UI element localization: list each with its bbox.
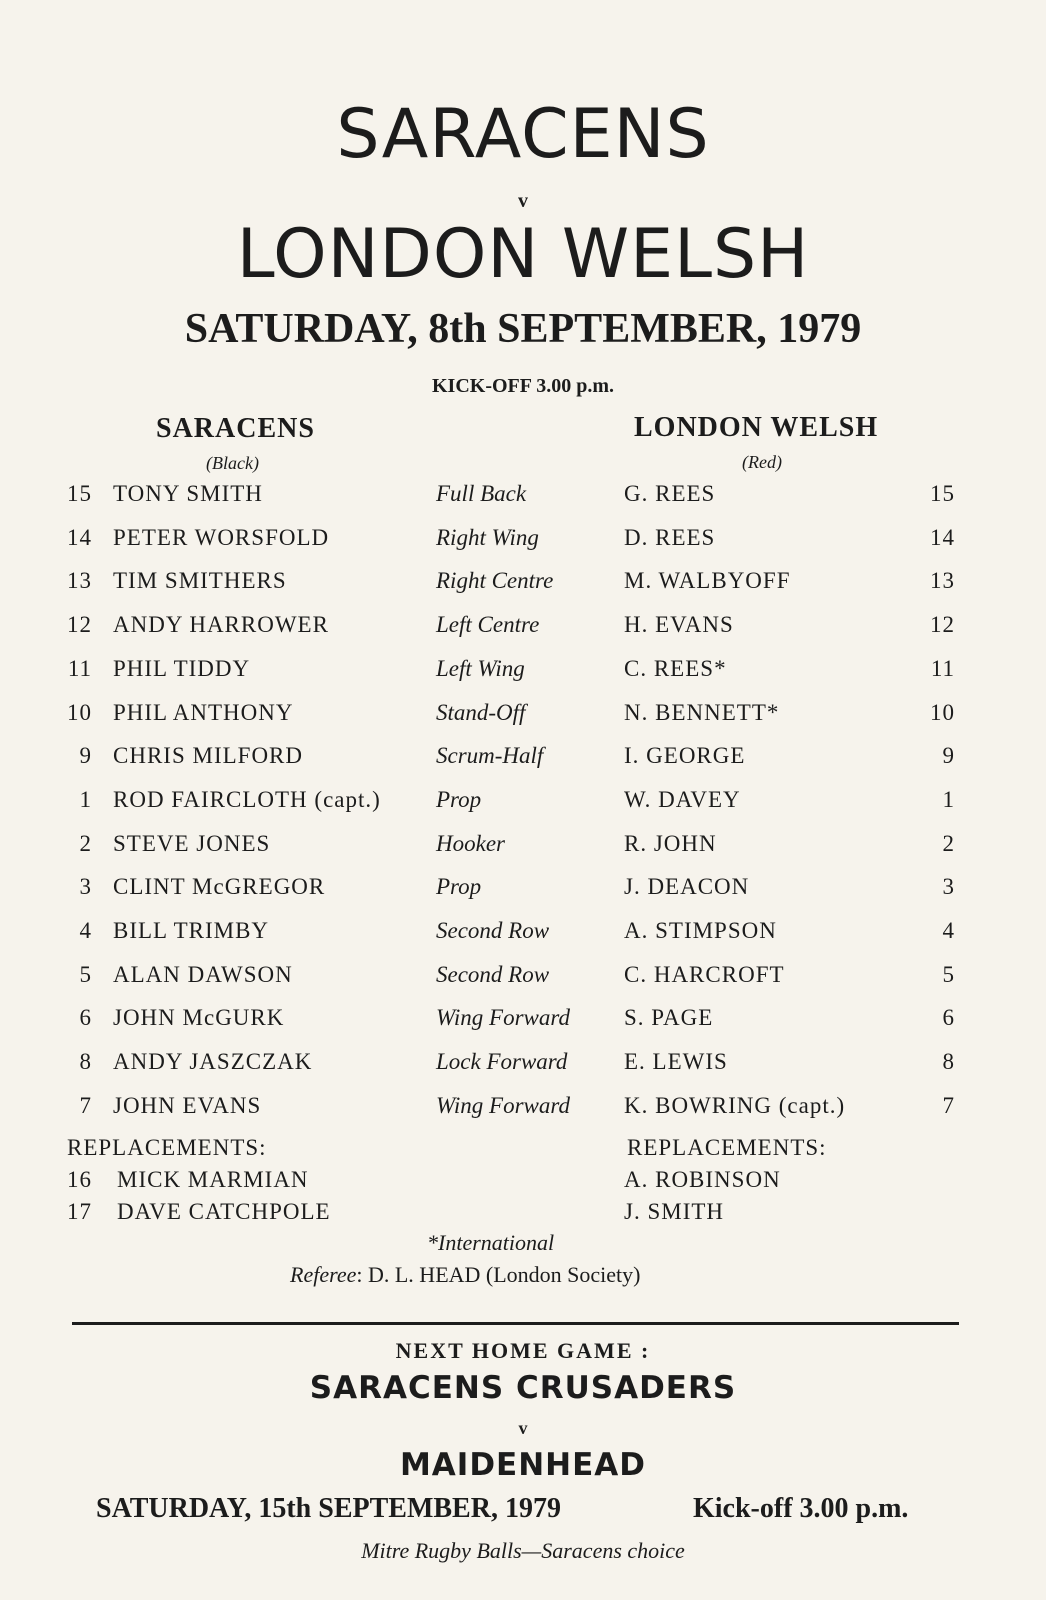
home-player-number: 4 [79, 918, 92, 943]
lineup-row [0, 525, 1046, 565]
away-player-number: 3 [942, 874, 955, 899]
position-label: Stand-Off [436, 700, 526, 725]
versus-label: v [518, 190, 528, 212]
away-player-name: M. WALBYOFF [624, 568, 791, 593]
home-player-name: STEVE JONES [113, 831, 271, 856]
away-team-colour: (Red) [742, 452, 782, 472]
referee-name: D. L. HEAD (London Society) [367, 1262, 641, 1287]
lineup-row [0, 612, 1046, 652]
home-player-name: BILL TRIMBY [113, 918, 270, 943]
position-label: Wing Forward [436, 1093, 570, 1118]
home-player-number: 14 [67, 525, 92, 550]
home-player-number: 6 [79, 1005, 92, 1030]
next-game-kickoff: Kick-off 3.00 p.m. [693, 1493, 909, 1524]
home-player-name: TONY SMITH [113, 481, 263, 506]
away-player-number: 10 [930, 700, 955, 725]
away-player-number: 4 [942, 918, 955, 943]
home-replacement-name: DAVE CATCHPOLE [117, 1199, 331, 1224]
home-team-heading: SARACENS [156, 413, 315, 444]
home-player-name: ROD FAIRCLOTH (capt.) [113, 787, 381, 812]
lineup-row [0, 1093, 1046, 1133]
lineup-row [0, 700, 1046, 740]
away-player-name: I. GEORGE [624, 743, 746, 768]
lineup-row [0, 874, 1046, 914]
home-player-name: JOHN McGURK [113, 1005, 285, 1030]
lineup-row [0, 656, 1046, 696]
position-label: Right Centre [436, 568, 554, 593]
position-label: Scrum-Half [436, 743, 544, 768]
position-label: Left Wing [436, 656, 525, 681]
lineup-row [0, 568, 1046, 608]
home-team-title: SARACENS [336, 95, 710, 174]
away-player-name: C. REES* [624, 656, 727, 681]
home-replacement-name: MICK MARMIAN [117, 1167, 309, 1192]
next-game-versus: v [518, 1418, 528, 1438]
home-player-name: ANDY JASZCZAK [113, 1049, 313, 1074]
position-label: Prop [436, 874, 482, 899]
away-player-name: H. EVANS [624, 612, 734, 637]
footer-note: Mitre Rugby Balls—Saracens choice [361, 1538, 685, 1563]
home-player-number: 15 [67, 481, 92, 506]
home-player-number: 3 [79, 874, 92, 899]
home-player-number: 1 [79, 787, 92, 812]
next-game-away-team: MAIDENHEAD [399, 1447, 647, 1483]
lineup-row [0, 1005, 1046, 1045]
away-player-name: K. BOWRING (capt.) [624, 1093, 846, 1118]
home-player-number: 8 [79, 1049, 92, 1074]
home-player-number: 9 [79, 743, 92, 768]
home-player-number: 13 [67, 568, 92, 593]
next-game-home-team: SARACENS CRUSADERS [309, 1370, 737, 1406]
match-date: SATURDAY, 8th SEPTEMBER, 1979 [184, 306, 862, 352]
position-label: Wing Forward [436, 1005, 570, 1030]
position-label: Full Back [436, 481, 527, 506]
away-player-name: R. JOHN [624, 831, 717, 856]
away-player-name: J. DEACON [624, 874, 750, 899]
away-player-name: A. STIMPSON [624, 918, 777, 943]
section-divider [72, 1322, 959, 1325]
away-player-number: 14 [930, 525, 955, 550]
home-player-name: PHIL ANTHONY [113, 700, 294, 725]
home-player-number: 12 [67, 612, 92, 637]
lineup-row [0, 918, 1046, 958]
international-note: *International [427, 1230, 555, 1255]
home-player-name: CHRIS MILFORD [113, 743, 304, 768]
next-game-date: SATURDAY, 15th SEPTEMBER, 1979 [96, 1493, 561, 1524]
away-team-heading: LONDON WELSH [634, 412, 879, 443]
lineup-row [0, 743, 1046, 783]
kickoff-time: KICK-OFF 3.00 p.m. [431, 375, 615, 397]
position-label: Hooker [436, 831, 505, 856]
position-label: Right Wing [436, 525, 539, 550]
away-player-name: G. REES [624, 481, 716, 506]
away-player-number: 6 [942, 1005, 955, 1030]
position-label: Lock Forward [436, 1049, 568, 1074]
away-player-number: 13 [930, 568, 955, 593]
away-player-number: 11 [930, 656, 955, 681]
position-label: Left Centre [436, 612, 540, 637]
away-player-name: C. HARCROFT [624, 962, 785, 987]
away-player-number: 15 [930, 481, 955, 506]
away-player-number: 5 [942, 962, 955, 987]
away-player-number: 8 [942, 1049, 955, 1074]
away-player-name: N. BENNETT* [624, 700, 780, 725]
home-player-number: 10 [67, 700, 92, 725]
lineup-row [0, 962, 1046, 1002]
referee-label: Referee [290, 1262, 357, 1287]
home-player-name: TIM SMITHERS [113, 568, 287, 593]
referee-line: Referee: D. L. HEAD (London Society) [290, 1262, 641, 1287]
home-team-colour: (Black) [206, 453, 259, 473]
position-label: Second Row [436, 962, 550, 987]
home-player-name: JOHN EVANS [113, 1093, 262, 1118]
away-player-name: W. DAVEY [624, 787, 741, 812]
away-player-number: 2 [942, 831, 955, 856]
away-player-name: E. LEWIS [624, 1049, 728, 1074]
home-player-name: ANDY HARROWER [113, 612, 329, 637]
away-player-number: 9 [942, 743, 955, 768]
lineup-row [0, 787, 1046, 827]
home-player-number: 5 [79, 962, 92, 987]
home-player-name: PHIL TIDDY [113, 656, 251, 681]
home-player-name: PETER WORSFOLD [113, 525, 330, 550]
position-label: Second Row [436, 918, 550, 943]
away-player-number: 12 [930, 612, 955, 637]
away-replacements-label: REPLACEMENTS: [627, 1135, 827, 1160]
lineup-row [0, 1049, 1046, 1089]
next-game-label: NEXT HOME GAME : [395, 1338, 651, 1363]
away-player-number: 7 [942, 1093, 955, 1118]
home-player-number: 2 [79, 831, 92, 856]
away-replacement-name: J. SMITH [624, 1199, 725, 1224]
home-replacements-label: REPLACEMENTS: [67, 1135, 267, 1160]
home-player-name: CLINT McGREGOR [113, 874, 326, 899]
away-player-number: 1 [942, 787, 955, 812]
lineup-row [0, 831, 1046, 871]
lineup-row [0, 481, 1046, 521]
away-replacement-name: A. ROBINSON [624, 1167, 781, 1192]
home-replacement-number: 17 [67, 1199, 92, 1224]
home-replacement-number: 16 [67, 1167, 92, 1192]
home-player-name: ALAN DAWSON [113, 962, 293, 987]
position-label: Prop [436, 787, 482, 812]
home-player-number: 11 [67, 656, 92, 681]
home-player-number: 7 [79, 1093, 92, 1118]
away-player-name: D. REES [624, 525, 716, 550]
away-team-title: LONDON WELSH [236, 215, 810, 294]
away-player-name: S. PAGE [624, 1005, 714, 1030]
